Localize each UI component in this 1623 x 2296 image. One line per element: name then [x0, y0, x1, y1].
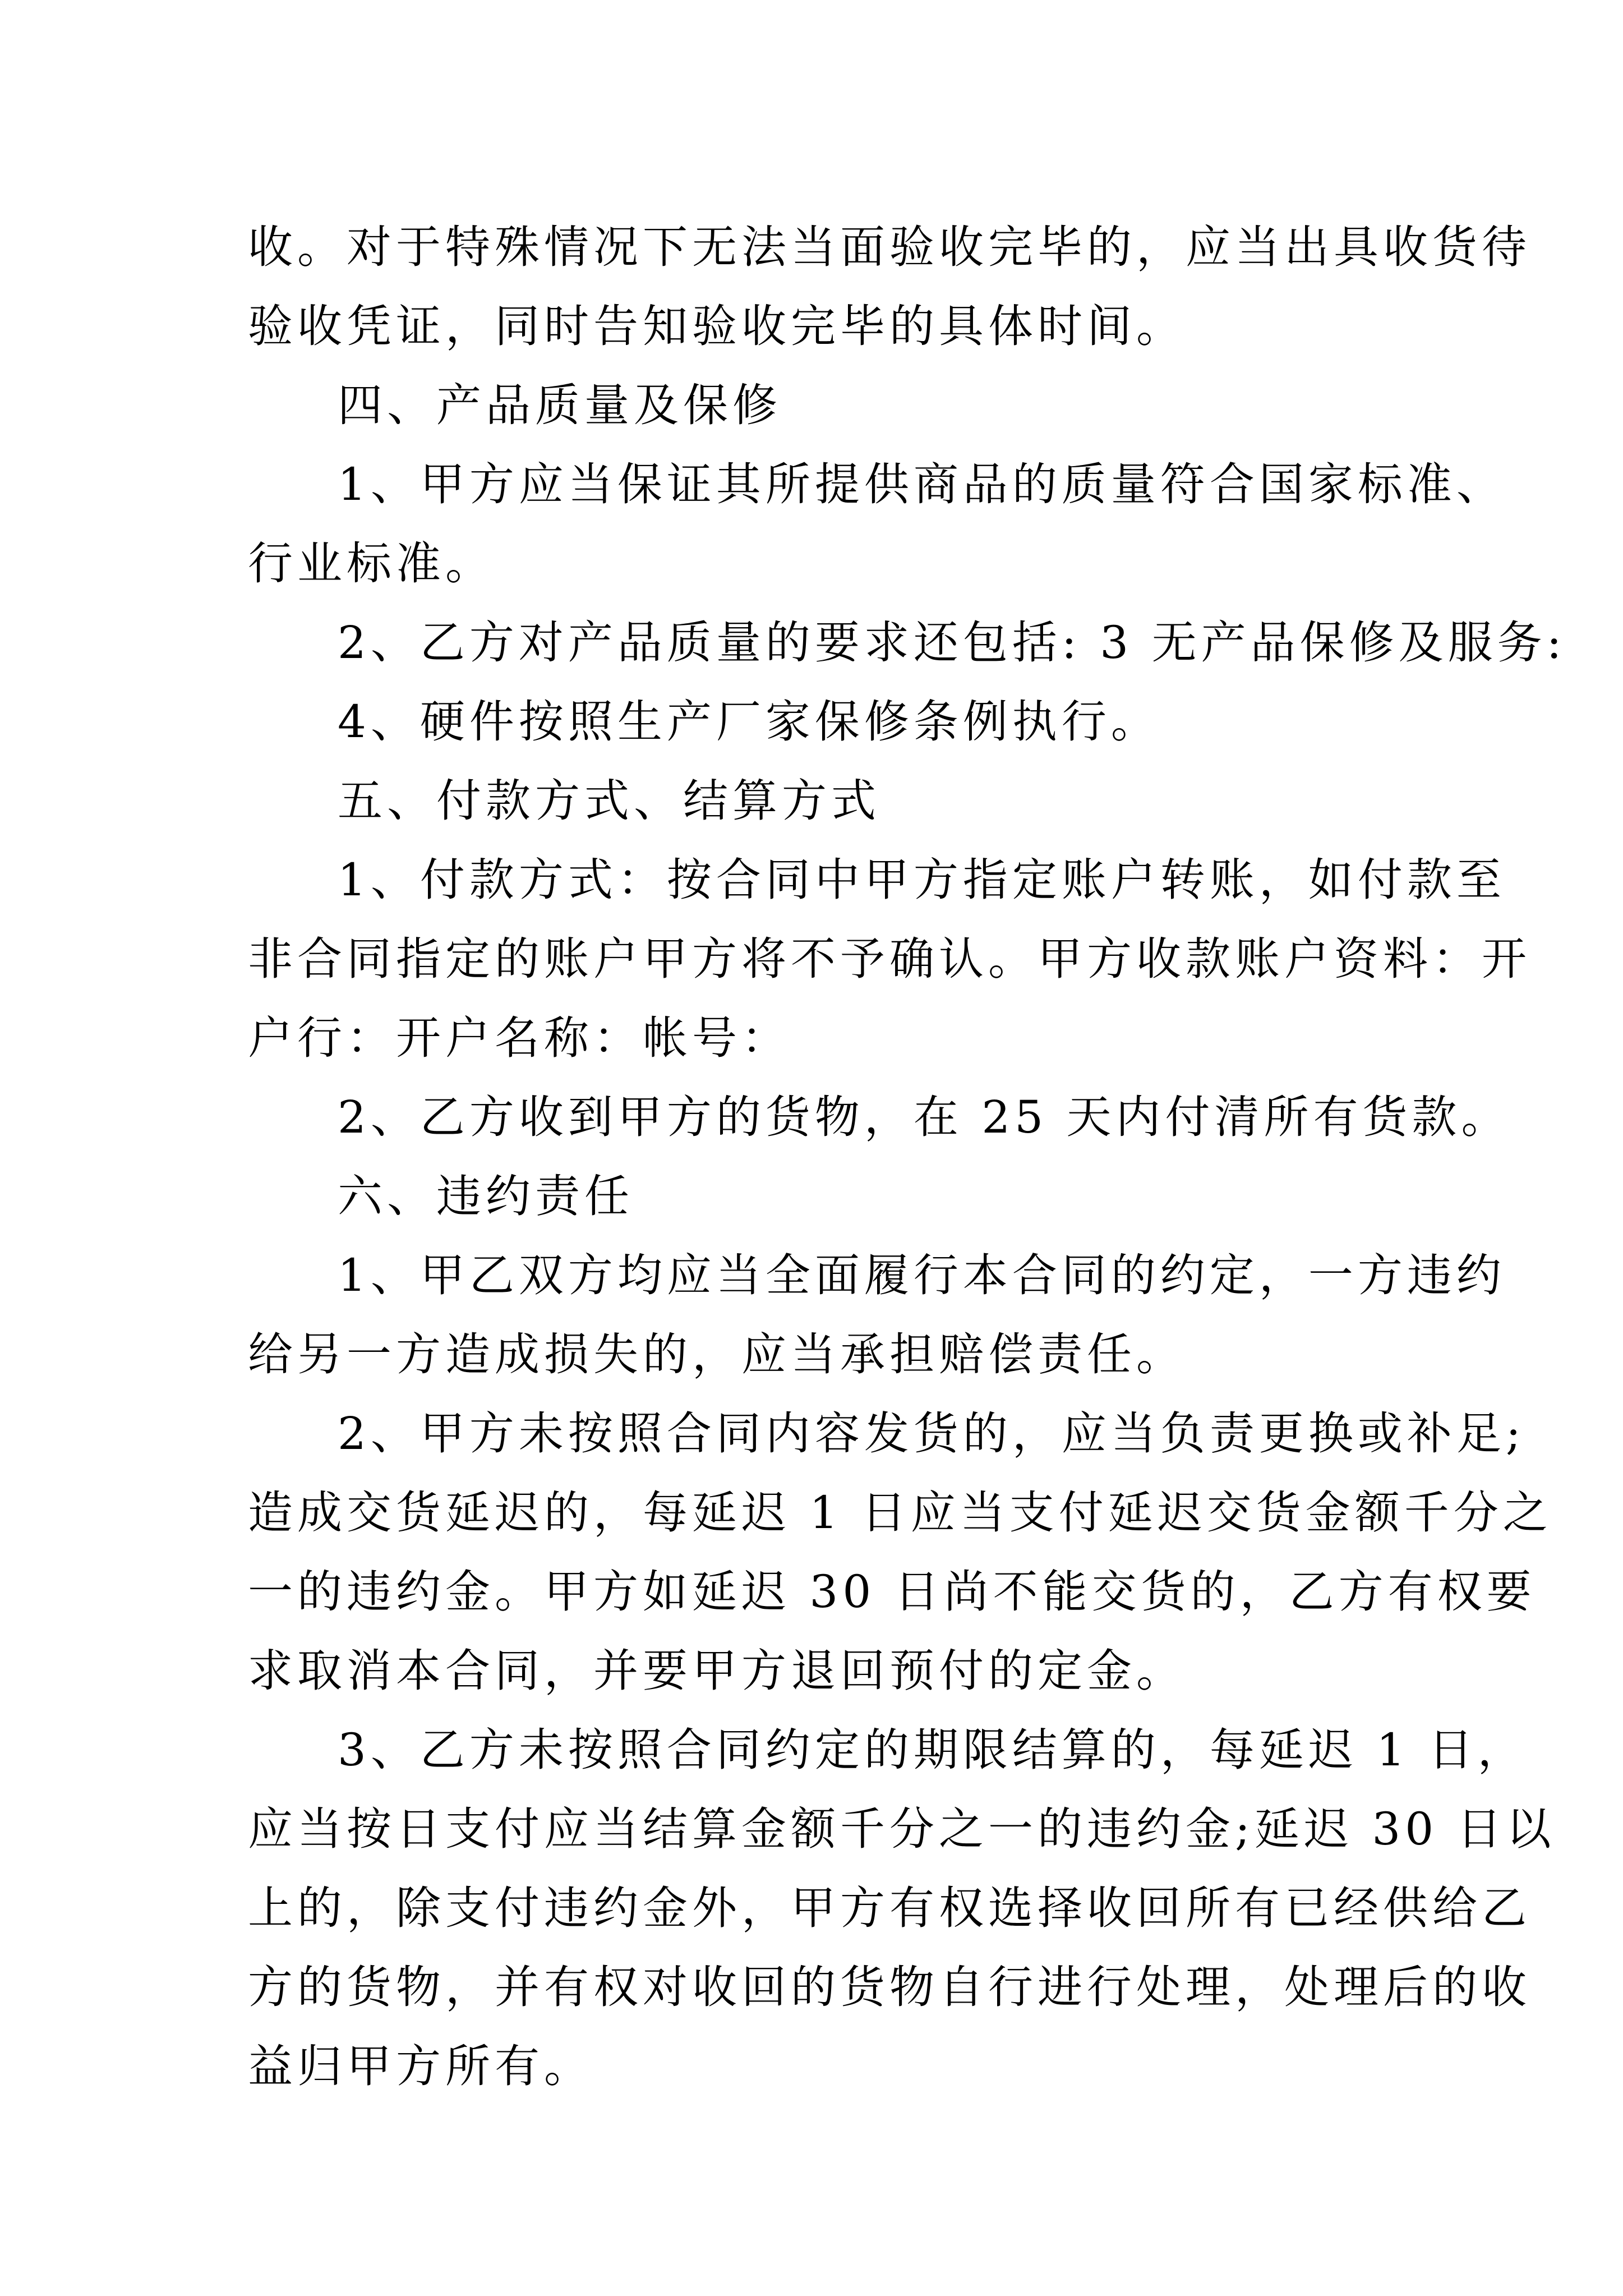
- text-line: 造成交货延迟的，每延迟 1 日应当支付延迟交货金额千分之: [248, 1487, 1552, 1539]
- text-line: 方的货物，并有权对收回的货物自行进行处理，处理后的收: [248, 1961, 1531, 2013]
- text-line: 收。对于特殊情况下无法当面验收完毕的，应当出具收货待: [248, 221, 1531, 273]
- text-line: 行业标准。: [248, 537, 495, 590]
- text-line: 求取消本合同，并要甲方退回预付的定金。: [248, 1645, 1186, 1697]
- text-line: 应当按日支付应当结算金额千分之一的违约金;延迟 30 日以: [248, 1803, 1556, 1855]
- text-line: 3、乙方未按照合同约定的期限结算的，每延迟 1 日，: [338, 1724, 1527, 1776]
- text-line: 非合同指定的账户甲方将不予确认。甲方收款账户资料：开: [248, 933, 1531, 985]
- text-line: 1、甲方应当保证其所提供商品的质量符合国家标准、: [338, 458, 1506, 510]
- document-body: [248, 208, 1566, 2106]
- text-line: 1、甲乙双方均应当全面履行本合同的约定，一方违约: [338, 1249, 1506, 1301]
- text-line: 1、付款方式：按合同中甲方指定账户转账，如付款至: [338, 854, 1506, 906]
- text-line: 验收凭证，同时告知验收完毕的具体时间。: [248, 300, 1186, 352]
- text-line: 一的违约金。甲方如延迟 30 日尚不能交货的，乙方有权要: [248, 1566, 1536, 1618]
- text-line: 4、硬件按照生产厂家保修条例执行。: [338, 696, 1160, 748]
- section-heading-payment: 五、付款方式、结算方式: [338, 775, 880, 827]
- text-line: 2、乙方对产品质量的要求还包括: 3 无产品保修及服务:: [338, 616, 1566, 669]
- text-line: 益归甲方所有。: [248, 2040, 593, 2092]
- section-heading-liability: 六、违约责任: [338, 1170, 634, 1222]
- text-line: 户行：开户名称：帐号：: [248, 1012, 791, 1064]
- text-line: 上的，除支付违约金外，甲方有权选择收回所有已经供给乙: [248, 1882, 1531, 1934]
- text-line: 2、甲方未按照合同内容发货的，应当负责更换或补足;: [338, 1407, 1525, 1460]
- section-heading-quality: 四、产品质量及保修: [338, 379, 782, 431]
- text-line: 2、乙方收到甲方的货物，在 25 天内付清所有货款。: [338, 1091, 1511, 1143]
- text-line: 给另一方造成损失的，应当承担赔偿责任。: [248, 1328, 1186, 1381]
